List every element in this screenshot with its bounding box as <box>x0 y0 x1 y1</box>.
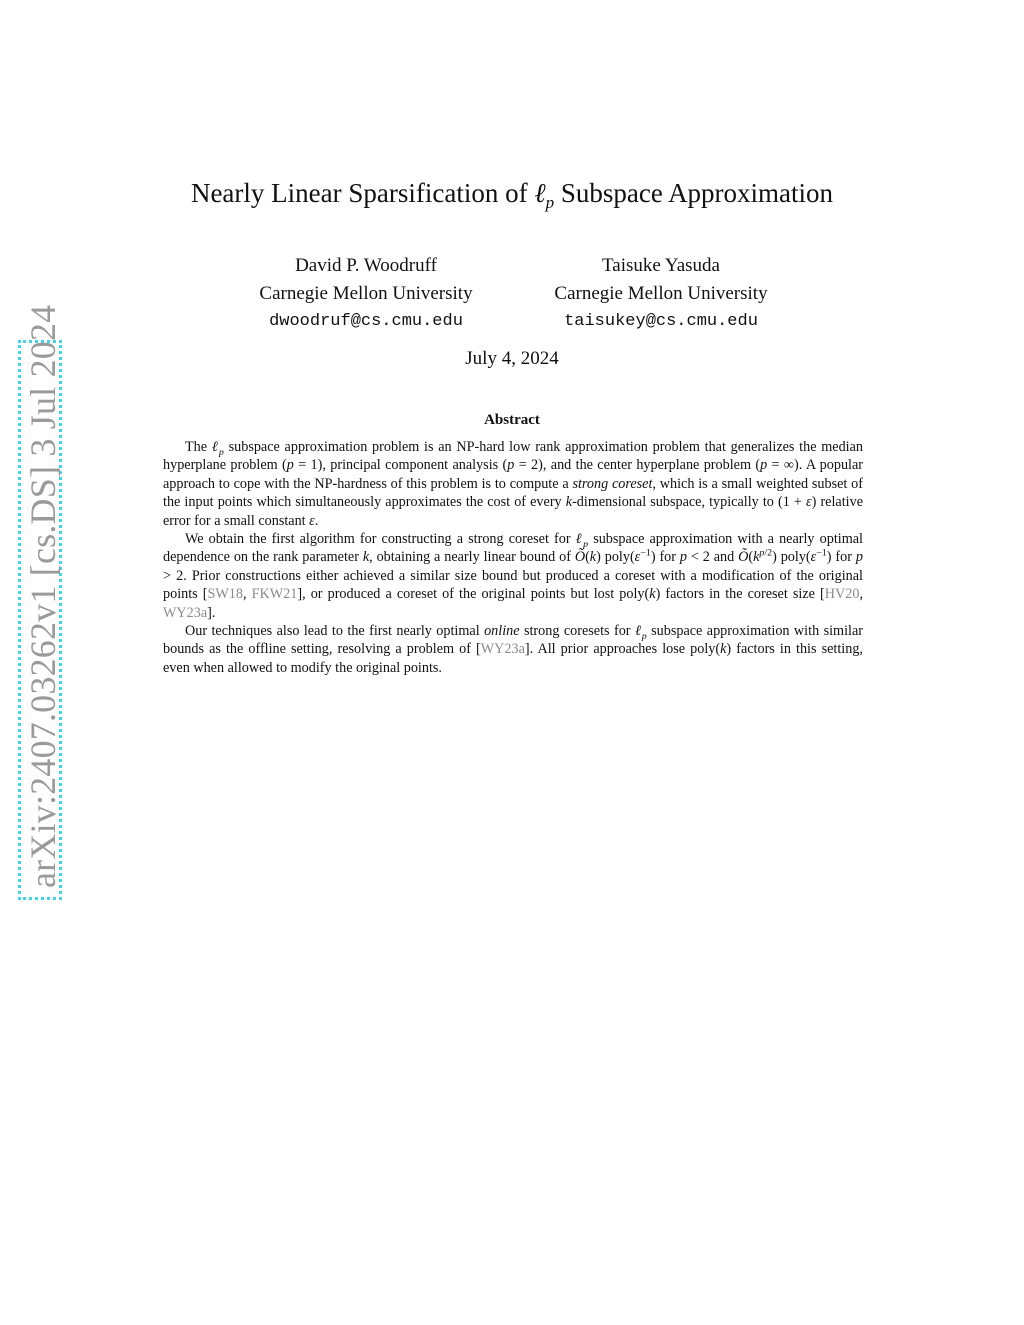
title-ell-symbol: ℓ <box>534 178 546 208</box>
author-affiliation: Carnegie Mellon University <box>554 283 768 304</box>
abstract-heading: Abstract <box>484 412 540 428</box>
author-email[interactable]: taisukey@cs.cmu.edu <box>564 312 758 331</box>
author-email[interactable]: dwoodruf@cs.cmu.edu <box>269 312 463 331</box>
citation-link[interactable]: HV20 <box>824 586 860 603</box>
author-woodruff <box>220 252 512 336</box>
author-yasuda <box>515 252 807 336</box>
title-subscript: p <box>545 193 555 212</box>
author-affiliation: Carnegie Mellon University <box>259 283 473 304</box>
paper-title <box>0 178 1024 213</box>
abstract-paragraph-3: Our techniques also lead to the first nearly optimal online strong coresets for ℓ$_p$ subspace approximation with similar bounds as the offline setting, resolving a problem of [WY23a]. All prior approaches lose poly(k) factors in this setting, even when allowed to modify the original points. <box>163 623 863 676</box>
abstract-paragraph-1: The ℓ$_p$ subspace approximation problem is an NP-hard low rank approximation problem that generalizes the median hyperplane problem (p = 1), principal component analysis (p = 2), and the center hyperplane problem (p = ∞). A popular approach to cope with the NP-hardness of this problem is to compute a strong coreset, which is a small weighted subset of the input points which simultaneously approximates the cost of every k-dimensional subspace, typically to (1 + ε) relative error for a small constant ε. <box>163 439 864 529</box>
citation-link[interactable]: SW18 <box>207 586 243 603</box>
citation-link[interactable]: FKW21 <box>251 586 298 603</box>
arxiv-identifier: arXiv:2407.03262v1 [cs.DS] 3 Jul 2024 <box>23 304 63 888</box>
citation-link[interactable]: WY23a <box>480 641 525 658</box>
author-name: David P. Woodruff <box>295 255 437 276</box>
author-name: Taisuke Yasuda <box>602 255 720 276</box>
title-prefix: Nearly Linear Sparsification of <box>190 178 535 208</box>
author-block <box>0 252 1024 332</box>
citation-link[interactable]: WY23a <box>163 604 208 621</box>
abstract-paragraph-2: We obtain the first algorithm for constructing a strong coreset for ℓ$_p$ subspace approximation with a nearly optimal dependence on the rank parameter k, obtaining a nearly linear bound of Õ(k) $poly(\varepsilon^{-1})$ for p < 2 and $Õ(k^{p/2})$ $poly(\varepsilon^{-1})$ for p > 2. Prior constructions either achieved a similar size bound but produced a coreset with a modification of the original points [SW18, FKW21], or produced a coreset of the original points but lost poly(k) factors in the coreset size [HV20, WY23a]. <box>163 531 863 621</box>
paper-date: July 4, 2024 <box>465 348 559 369</box>
abstract-body <box>163 438 863 677</box>
title-suffix: Subspace Approximation <box>554 178 834 208</box>
